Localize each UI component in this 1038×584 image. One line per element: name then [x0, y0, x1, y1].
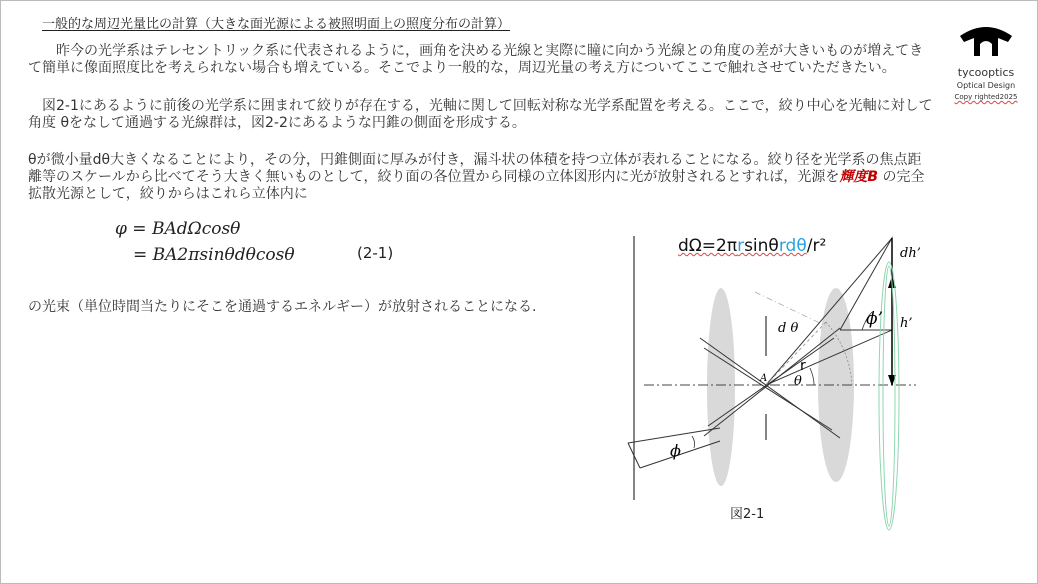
- formula-mid: sinθ: [744, 236, 779, 256]
- luminance-highlight: 輝度B: [839, 169, 879, 185]
- bell-logo-icon: [958, 22, 1014, 58]
- page-title: 一般的な周辺光量比の計算（大きな面光源による被照明面上の照度分布の計算）: [42, 17, 511, 32]
- paragraph-intro: 昨今の光学系はテレセントリック系に代表されるように，画角を決める光線と実際に瞳に向かう光線との角度の差が大きいものが増えてきて簡単に像面照度比を考えられない場合も増えている。そこでより一般的な，周辺光量の考え方についてここで触れさせていただきたい。: [28, 43, 924, 76]
- label-dtheta: d θ: [778, 321, 799, 336]
- optical-diagram: [600, 230, 930, 535]
- front-lens: [707, 288, 735, 486]
- equation-line-1: φ = BAdΩcosθ: [115, 219, 241, 239]
- label-h: h’: [900, 316, 913, 331]
- theta-arc: [810, 368, 814, 385]
- formula-prefix: dΩ=2π: [678, 236, 738, 256]
- label-dh: dh’: [900, 246, 921, 261]
- paragraph-derivation-text-b: の完全拡散光源として，絞りからはこれら立体内に: [28, 169, 925, 202]
- figure-caption: 図2-1: [730, 507, 765, 522]
- solid-angle-formula: [678, 236, 826, 256]
- image-ellipse-inner: [883, 266, 895, 526]
- logo-subtitle: Optical Design: [956, 81, 1016, 90]
- paragraph-conclusion: の光束（単位時間当たりにそこを通過するエネルギー）が放射されることになる.: [28, 299, 537, 315]
- equation-number: (2-1): [357, 244, 394, 262]
- label-A: A: [760, 373, 768, 384]
- label-theta: θ: [794, 374, 802, 389]
- phi-arc: [692, 436, 695, 448]
- image-ellipse-outer: [879, 262, 899, 530]
- label-r: r: [800, 358, 806, 374]
- logo-copyright: Copy righted2025: [954, 93, 1018, 101]
- label-phi: ϕ: [670, 441, 681, 460]
- label-phi-prime: ϕ’: [866, 309, 883, 329]
- formula-suffix: /r²: [806, 236, 827, 256]
- formula-r: r: [737, 236, 745, 256]
- company-logo: [950, 22, 1022, 101]
- paragraph-setup: 図2-1にあるように前後の光学系に囲まれて絞りが存在する，光軸に関して回転対称な光学系配置を考える。ここで，絞り中心を光軸に対して角度 θをなして通過する光線群は，図2-2にあるような円錐の側面を形成する。: [28, 98, 933, 131]
- paragraph-derivation-text-a: θが微小量dθ大きくなることにより，その分，円錐側面に厚みが付き，漏斗状の体積を持つ立体が表れることになる。絞り径を光学系の焦点距離等のスケールから比べてそう大きく無いものとして，絞り面の各位置から同様の立体図形内に光が放射されるとすれば，光源を: [28, 152, 922, 185]
- formula-rdtheta: rdθ: [778, 236, 807, 256]
- logo-name: tycooptics: [957, 66, 1015, 79]
- equation-line-2: = BA2πsinθdθcosθ: [133, 245, 295, 265]
- paragraph-derivation: [28, 152, 933, 203]
